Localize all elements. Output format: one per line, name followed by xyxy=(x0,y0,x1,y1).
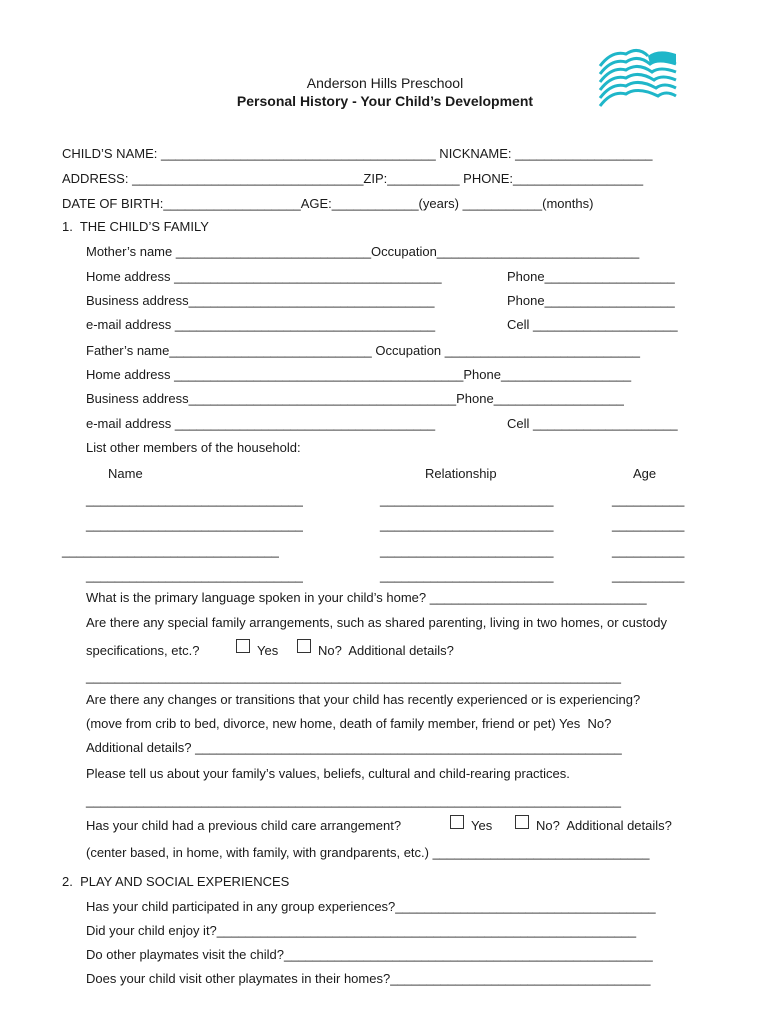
child-name-row[interactable]: CHILD’S NAME: ______________________________________ NICKNAME: ___________________ xyxy=(62,146,653,161)
col-relationship-header: Relationship xyxy=(425,466,497,481)
section-1-heading: 1. THE CHILD’S FAMILY xyxy=(62,219,209,234)
father-name-row[interactable]: Father’s name____________________________ Occupation ___________________________ xyxy=(86,343,640,358)
school-name: Anderson Hills Preschool xyxy=(306,75,464,91)
father-business-row[interactable]: Business address_____________________________________Phone__________________ xyxy=(86,391,624,406)
enjoy-field[interactable]: Did your child enjoy it?__________________________________________________________ xyxy=(86,923,637,938)
yes-label: Yes xyxy=(257,643,279,658)
group-experiences-field[interactable]: Has your child participated in any group experiences?____________________________________ xyxy=(86,899,656,914)
additional-details-line[interactable]: __________________________________________________________________________ xyxy=(86,669,622,684)
yes-checkbox[interactable] xyxy=(236,639,250,653)
center-based-field[interactable]: (center based, in home, with family, with grandparents, etc.) ______________________________ xyxy=(86,845,650,860)
household-name-field[interactable]: ______________________________ xyxy=(86,517,303,532)
page-title: Personal History - Your Child’s Development xyxy=(236,93,534,109)
no-checkbox[interactable] xyxy=(297,639,311,653)
household-relationship-field[interactable]: ________________________ xyxy=(380,568,554,583)
household-relationship-field[interactable]: ________________________ xyxy=(380,543,554,558)
father-cell[interactable]: Cell ____________________ xyxy=(507,416,678,431)
specifications-label: specifications, etc.? xyxy=(86,643,200,658)
yes-label: Yes xyxy=(471,818,493,833)
child-care-question: Has your child had a previous child care arrangement? xyxy=(86,818,402,833)
mother-home-phone[interactable]: Phone__________________ xyxy=(507,269,675,284)
additional-details-field[interactable]: Additional details? ___________________________________________________________ xyxy=(86,740,622,755)
yes-checkbox[interactable] xyxy=(450,815,464,829)
mother-home-address[interactable]: Home address _____________________________________ xyxy=(86,269,442,284)
values-question: Please tell us about your family’s values, beliefs, cultural and child-rearing practices. xyxy=(86,766,570,781)
special-arrangements-question: Are there any special family arrangements, such as shared parenting, living in two homes, or custody xyxy=(86,615,667,630)
col-name-header: Name xyxy=(108,466,143,481)
mother-email[interactable]: e-mail address ____________________________________ xyxy=(86,317,436,332)
changes-question: Are there any changes or transitions that your child has recently experienced or is experiencing? xyxy=(86,692,641,707)
visit-other-homes-field[interactable]: Does your child visit other playmates in their homes?____________________________________ xyxy=(86,971,651,986)
address-row[interactable]: ADDRESS: ________________________________ZIP:__________ PHONE:__________________ xyxy=(62,171,644,186)
household-name-field[interactable]: ______________________________ xyxy=(86,492,303,507)
household-age-field[interactable]: __________ xyxy=(612,517,685,532)
playmates-visit-field[interactable]: Do other playmates visit the child?___________________________________________________ xyxy=(86,947,653,962)
father-home-row[interactable]: Home address ________________________________________Phone__________________ xyxy=(86,367,632,382)
col-age-header: Age xyxy=(633,466,657,481)
household-age-field[interactable]: __________ xyxy=(612,568,685,583)
primary-language-field[interactable]: What is the primary language spoken in your child’s home? ______________________________ xyxy=(86,590,647,605)
father-email[interactable]: e-mail address ____________________________________ xyxy=(86,416,436,431)
section-2-heading: 2. PLAY AND SOCIAL EXPERIENCES xyxy=(62,874,290,889)
mother-business-phone[interactable]: Phone__________________ xyxy=(507,293,675,308)
household-name-field[interactable]: ______________________________ xyxy=(62,543,279,558)
household-age-field[interactable]: __________ xyxy=(612,492,685,507)
household-relationship-field[interactable]: ________________________ xyxy=(380,492,554,507)
no-label: No? Additional details? xyxy=(318,643,454,658)
household-label: List other members of the household: xyxy=(86,440,301,455)
household-relationship-field[interactable]: ________________________ xyxy=(380,517,554,532)
no-label: No? Additional details? xyxy=(536,818,672,833)
values-answer-line[interactable]: __________________________________________________________________________ xyxy=(86,793,622,808)
mother-cell[interactable]: Cell ____________________ xyxy=(507,317,678,332)
dob-row[interactable]: DATE OF BIRTH:___________________AGE:____________(years) ___________(months) xyxy=(62,196,594,211)
changes-examples: (move from crib to bed, divorce, new home, death of family member, friend or pet) Yes No? xyxy=(86,716,612,731)
no-checkbox[interactable] xyxy=(515,815,529,829)
mother-name-row[interactable]: Mother’s name ___________________________Occupation____________________________ xyxy=(86,244,640,259)
household-name-field[interactable]: ______________________________ xyxy=(86,568,303,583)
household-age-field[interactable]: __________ xyxy=(612,543,685,558)
mother-business-address[interactable]: Business address__________________________________ xyxy=(86,293,435,308)
